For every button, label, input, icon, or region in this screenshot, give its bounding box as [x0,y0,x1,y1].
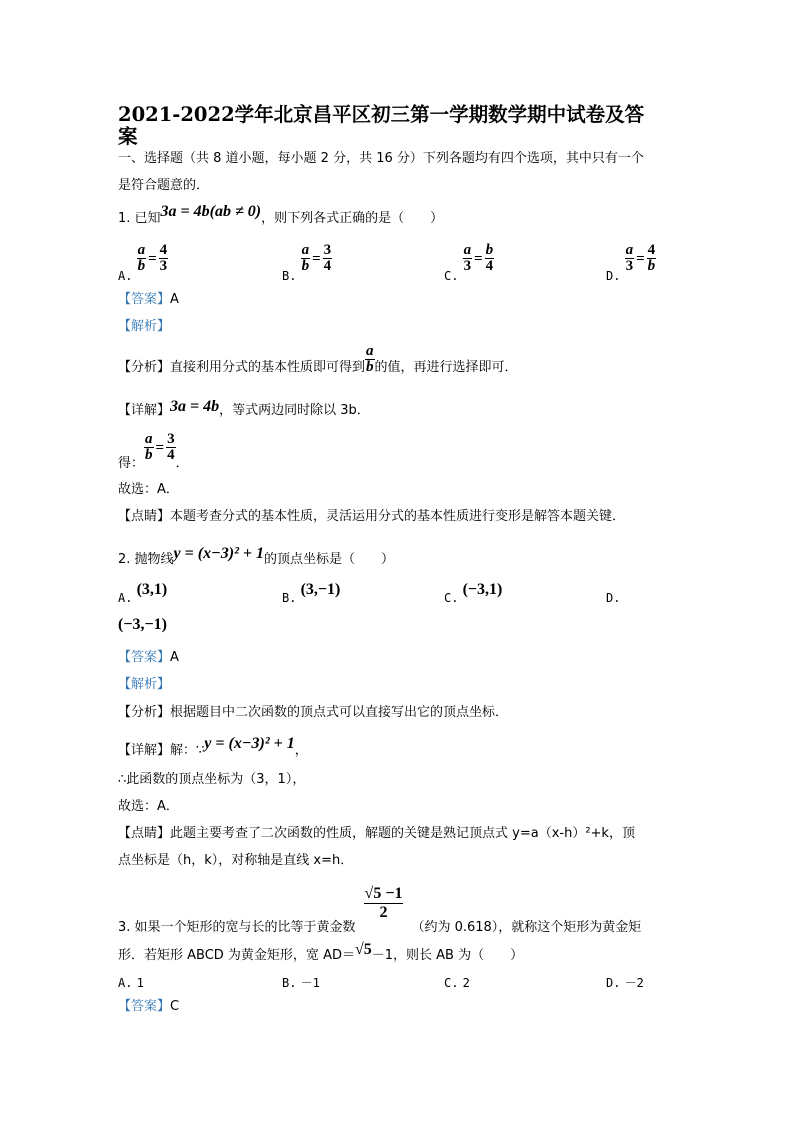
q2-option-a[interactable] [118,581,168,605]
q2-option-b[interactable] [282,581,341,605]
frac-num: a [366,343,374,359]
xiangjie-text: 解：∵ [170,743,205,758]
q3-stem [118,885,642,935]
q3-prefix: 3. 如果一个矩形的宽与长的比等于黄金数 [118,920,356,935]
doc-title-line2: 案 [118,125,138,148]
option-label: D. [606,976,621,990]
q1-stem [118,203,444,227]
q2-guxuan: 故选：A． [118,799,179,814]
q2-prefix: 2. 抛物线 [118,552,174,567]
q2-option-d-value[interactable]: (−3,−1) [118,616,167,633]
option-label: B. [282,591,297,605]
q2-therefore: ∴此函数的顶点坐标为（3，1）， [118,772,306,787]
option-label: A. [118,976,133,990]
answer-tag: 【答案】 [118,650,171,665]
frac-num: a [463,242,472,258]
q1-jiexi-tag: 【解析】 [118,319,171,334]
q3-stem-line2 [118,941,524,964]
option-value: －2 [624,976,644,990]
frac-num: 3 [323,242,332,258]
answer-value: A [170,650,179,665]
q1-math: 3a = 4b(ab ≠ 0) [160,203,262,220]
q1-fenxi [118,343,518,383]
frac-num: 4 [647,242,656,258]
fenxi-text: 直接利用分式的基本性质即可得到 [170,360,366,375]
q1-xiangjie [118,398,370,419]
q1-guxuan: 故选：A． [118,482,179,497]
frac-den: 3 [625,258,634,274]
fenxi-after: 的值，再进行选择即可． [374,360,518,375]
de-prefix: 得： [118,456,145,471]
section-intro-line2: 是符合题意的． [118,178,210,193]
dianjing-tag: 【点睛】 [118,826,171,841]
q2-answer [118,650,179,666]
frac-num: a [137,242,146,258]
option-label: B. [282,976,297,990]
frac-den: 4 [167,447,175,463]
option-value: (3,1) [136,581,168,598]
section-intro-line1: 一、选择题（共 8 道小题，每小题 2 分，共 16 分）下列各题均有四个选项，其中只有一个 [118,151,644,166]
q1-dianjing [118,509,625,525]
q2-options [118,581,678,605]
frac-den: b [145,447,153,463]
option-label: A. [118,269,133,283]
option-label: C. [444,269,459,283]
frac-den: b [366,359,374,375]
frac-den: b [301,258,310,274]
fenxi-tag: 【分析】 [118,705,171,720]
q1-options [118,242,678,283]
q1-option-c[interactable]: C. $\frac{a}{3}$ = $\frac{b}{4}$ [444,242,494,283]
fenxi-tag: 【分析】 [118,360,171,375]
fenxi-text: 根据题目中二次函数的顶点式可以直接写出它的顶点坐标． [170,705,509,720]
de-end: ． [175,456,189,471]
q3-option-c[interactable] [444,975,470,992]
frac-den: 3 [159,258,168,274]
frac-num: a [625,242,634,258]
q3-option-d[interactable] [606,975,644,992]
q3-option-b[interactable] [282,975,320,992]
option-value: 2 [462,976,470,990]
frac-num: √5 −1 [364,885,403,902]
q1-answer [118,292,179,308]
answer-tag: 【答案】 [118,999,171,1014]
frac-den: b [137,258,146,274]
frac-num: a [301,242,310,258]
q2-option-d[interactable] [606,582,621,605]
frac-den: 3 [463,258,472,274]
xiangjie-end: ， [294,743,308,758]
option-label: C. [444,591,459,605]
q1-de: 得： $\frac{a}{b}$ = $\frac{3}{4}$ ． [118,431,189,471]
option-label: D. [606,269,621,283]
q3-line2-b: －1，则长 AB 为（ ） [371,948,524,963]
option-label: B. [282,269,297,283]
q3-options [118,975,678,991]
q2-xiangjie [118,735,308,759]
xiangjie-math: y = (x−3)² + 1 [204,735,295,752]
answer-value: C [170,999,180,1014]
xiangjie-text: ，等式两边同时除以 3b． [219,403,370,418]
q2-suffix: 的顶点坐标是（ ） [264,552,395,567]
q3-option-a[interactable] [118,975,144,992]
q3-answer [118,999,179,1015]
frac-den: 2 [379,904,388,921]
frac-num: 4 [159,242,168,258]
answer-tag: 【答案】 [118,292,171,307]
q2-dianjing [118,826,635,842]
q2-dianjing-line2: 点坐标是（h，k），对称轴是直线 x=h． [118,853,354,868]
dianjing-tag: 【点睛】 [118,509,171,524]
answer-value: A [170,292,179,307]
option-value: 1 [136,976,144,990]
q3-suffix: （约为 0.618），就称这个矩形为黄金矩 [411,920,642,935]
option-value: (3,−1) [300,581,341,598]
dianjing-text: 此题主要考查了二次函数的性质，解题的关键是熟记顶点式 y=a（x-h）²+k，顶 [170,826,635,841]
frac-num: b [485,242,494,258]
frac-num: a [145,431,153,447]
option-value: －1 [300,976,320,990]
option-label: C. [444,976,459,990]
q3-line2-a: 形．若矩形 ABCD 为黄金矩形，宽 AD＝ [118,948,355,963]
q1-suffix: ，则下列各式正确的是（ ） [261,211,444,226]
q2-option-c[interactable] [444,581,503,605]
q2-jiexi-tag: 【解析】 [118,677,171,692]
dianjing-text: 本题考查分式的基本性质，灵活运用分式的基本性质进行变形是解答本题关键． [170,509,626,524]
q2-stem [118,545,395,568]
frac-den: b [647,258,656,274]
q1-option-a[interactable]: A. $\frac{a}{b}$ = $\frac{4}{3}$ [118,242,168,283]
xiangjie-tag: 【详解】 [118,403,171,418]
q1-option-d[interactable]: D. $\frac{a}{3}$ = $\frac{4}{b}$ [606,242,656,283]
q2-math: y = (x−3)² + 1 [173,545,265,562]
frac-den: 4 [323,258,332,274]
option-value: (−3,1) [462,581,503,598]
frac-num: 3 [167,431,175,447]
q1-prefix: 1. 已知 [118,211,161,226]
q2-fenxi [118,705,508,721]
option-label: D. [606,591,621,605]
option-label: A. [118,591,133,605]
q3-line2-math: √5 [354,941,372,958]
q1-option-b[interactable]: B. $\frac{a}{b}$ = $\frac{3}{4}$ [282,242,332,283]
frac-den: 4 [485,258,494,274]
xiangjie-math: 3a = 4b [170,398,220,415]
xiangjie-tag: 【详解】 [118,743,171,758]
doc-title-line1: 2021-2022学年北京昌平区初三第一学期数学期中试卷及答 [118,103,645,126]
